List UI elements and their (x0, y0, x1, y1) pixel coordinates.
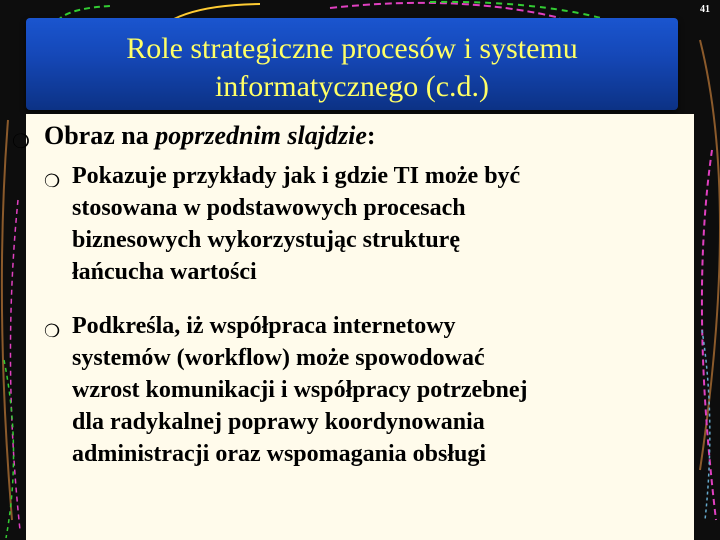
bullet-line: Pokazuje przykłady jak i gdzie TI może być (72, 163, 521, 189)
bullet-lead-text: Obraz na (44, 121, 156, 150)
slide-title-line-2: informatycznego (c.d.) (214, 70, 490, 103)
bullet-level-1 (12, 120, 376, 153)
bullet-line: dla radykalnej poprawy koordynowania (72, 409, 485, 435)
slide-title-line-1: Role strategiczne procesów i systemu (126, 32, 578, 65)
bullet-emphasis-text: poprzednim slajdzie (155, 121, 367, 150)
hollow-circle-bullet-icon: ❍ (44, 321, 61, 341)
bullet-line: wzrost komunikacji i współpracy potrzebnej (72, 377, 528, 403)
hollow-circle-bullet-icon: ❍ (44, 171, 61, 191)
bullet-line: Podkreśla, iż współpraca internetowy (72, 313, 456, 339)
bullet-line: biznesowych wykorzystując strukturę (72, 227, 460, 253)
slide-title (26, 30, 678, 106)
bullet-tail-text: : (366, 121, 376, 150)
decor-curve-magenta-left (10, 200, 20, 530)
hollow-circle-bullet-icon: ❍ (12, 131, 30, 153)
bullet-level-2-second (44, 310, 528, 470)
bullet-level-2-first (44, 160, 521, 288)
bullet-line: systemów (workflow) może spowodować (72, 345, 485, 371)
bullet-line: administracji oraz wspomagania obsługi (72, 441, 487, 467)
bullet-line: stosowana w podstawowych procesach (72, 195, 466, 221)
decor-curve-magenta-top (330, 3, 560, 18)
slide-number: 41 (700, 4, 710, 15)
bullet-line: łańcucha wartości (72, 259, 257, 285)
